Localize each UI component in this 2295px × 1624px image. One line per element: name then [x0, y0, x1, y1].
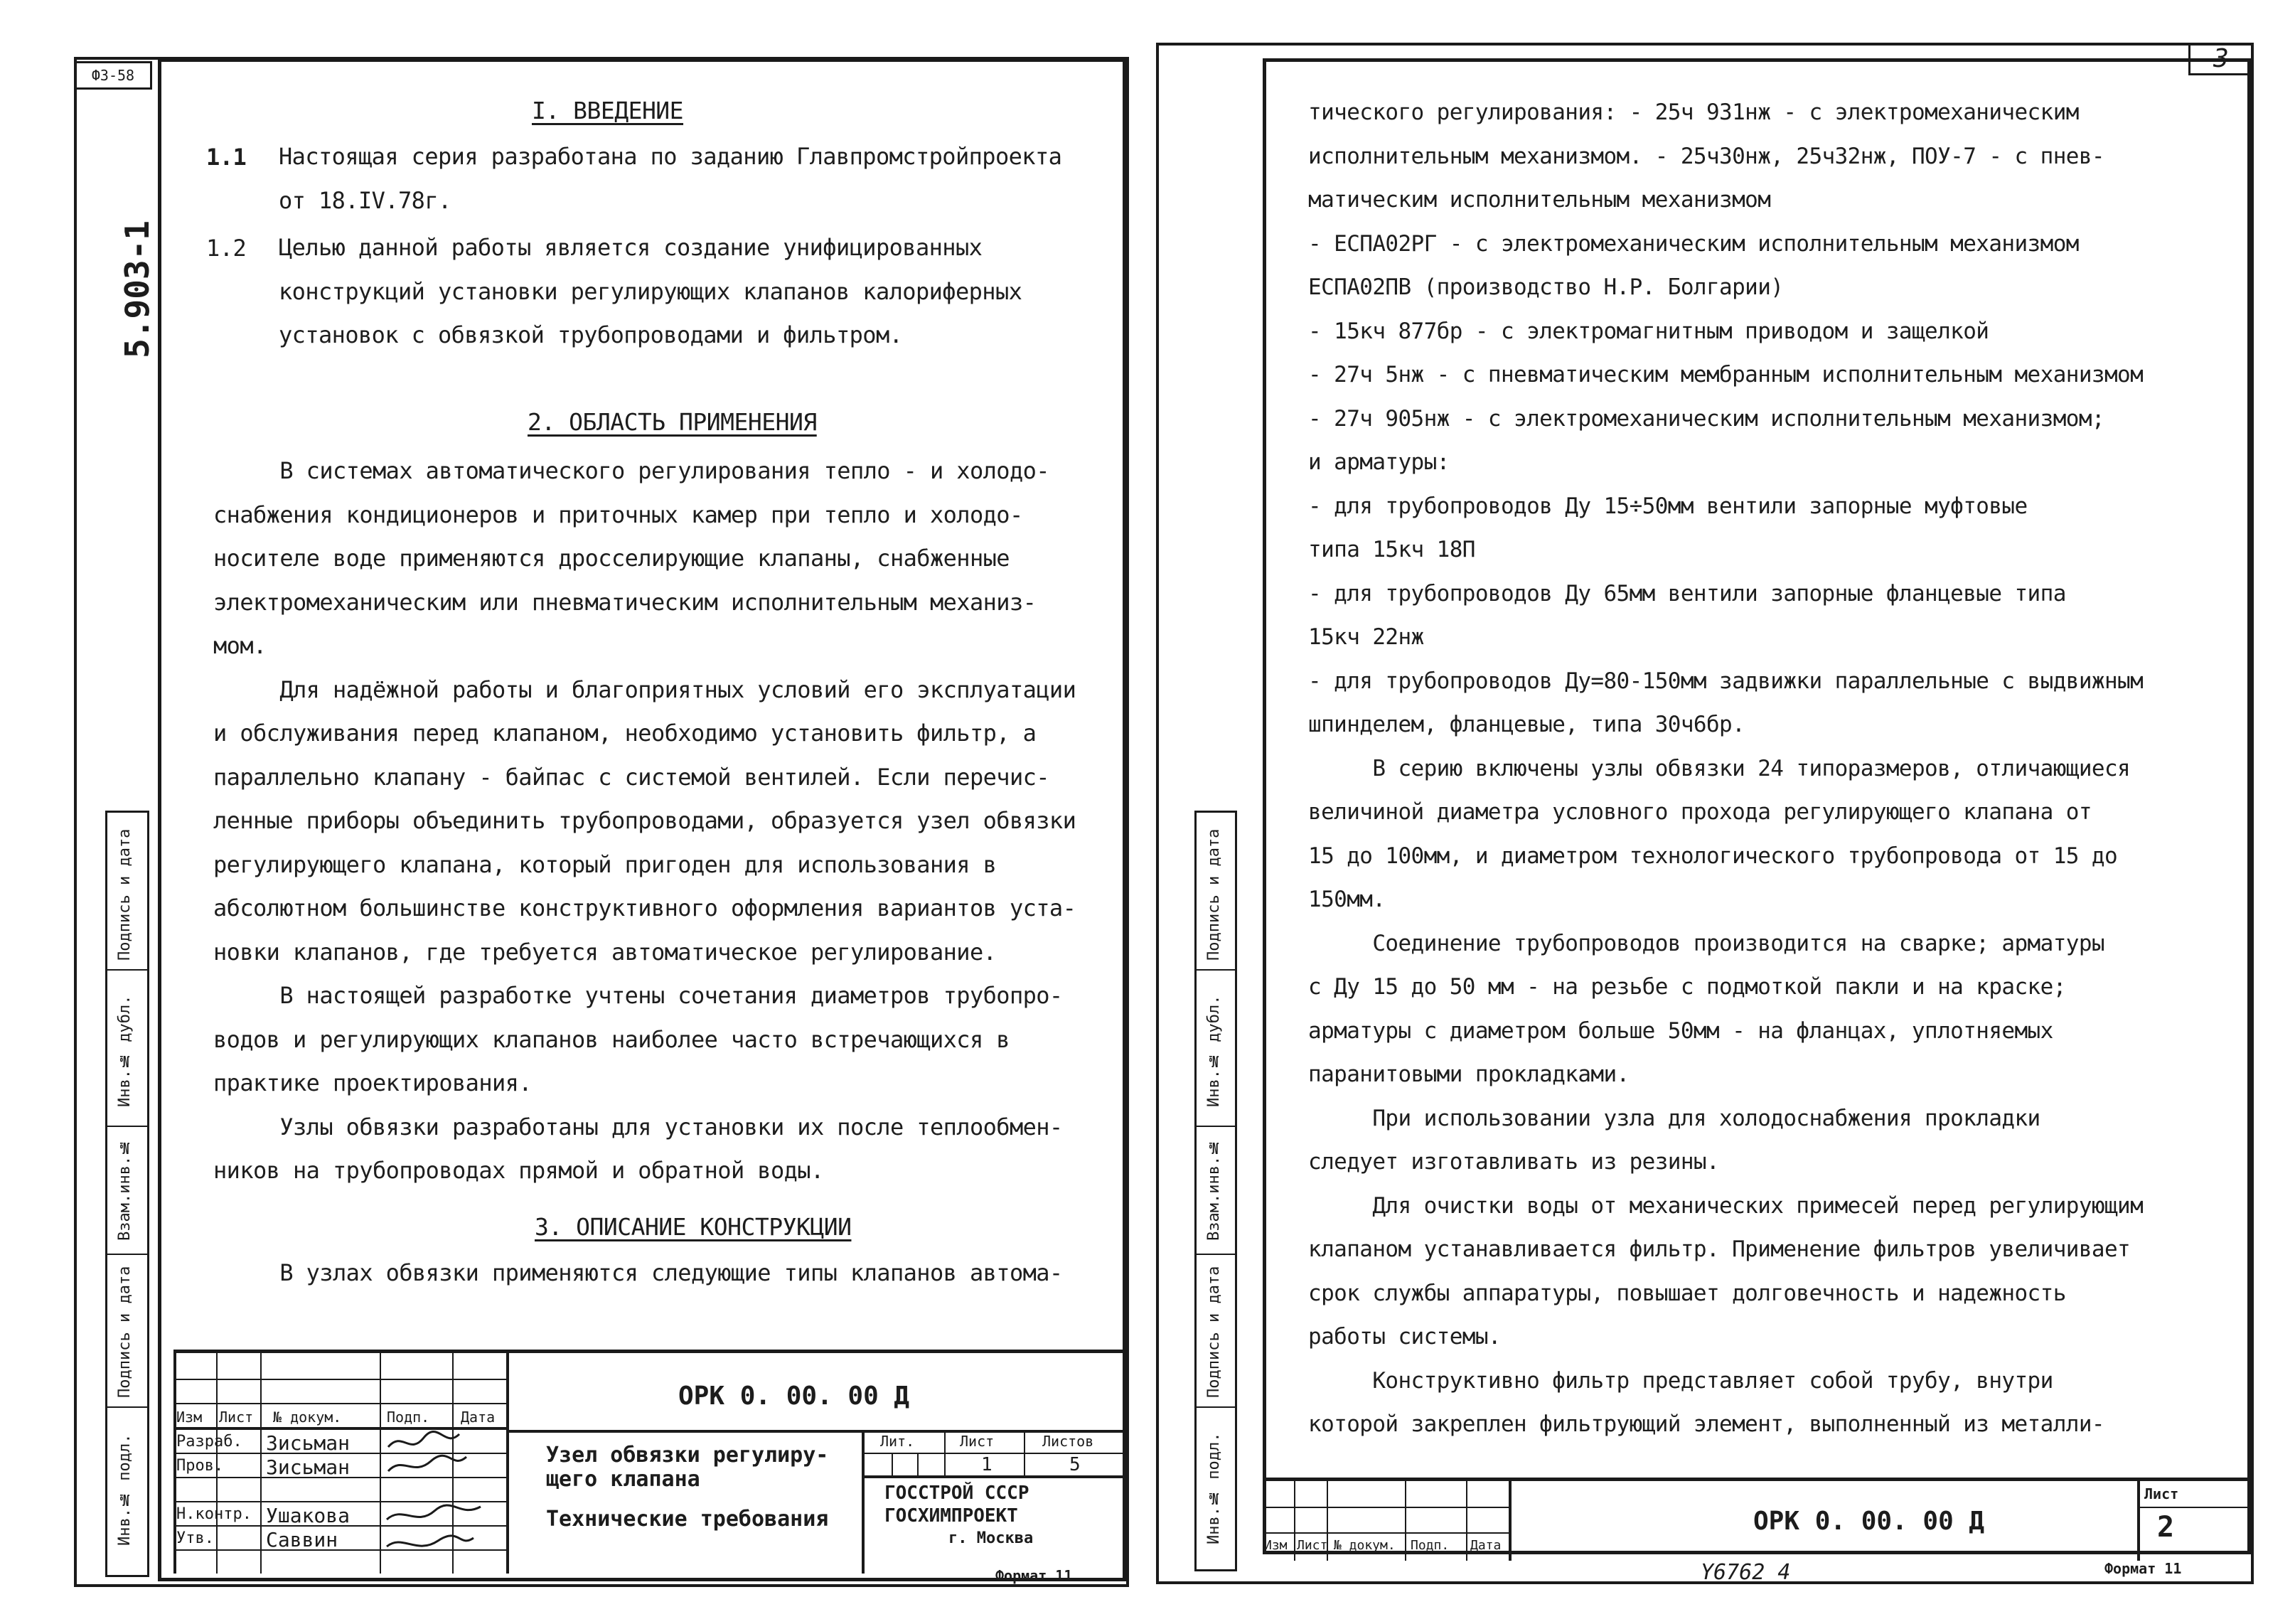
org-line-2: ГОСХИМПРОЕКТ	[884, 1505, 1018, 1527]
section-2-heading: 2. ОБЛАСТЬ ПРИМЕНЕНИЯ	[528, 408, 817, 436]
item-1-1-text: Настоящая серия разработана по заданию Главпромстройпроекта от 18.IV.78г.	[279, 143, 1062, 214]
item-1-2-text: Целью данной работы является создание унифицированных конструкций установки регулирующих клапанов калориферных установок с обвязкой трубопроводами и фильтром.	[279, 234, 1022, 348]
title-line-2: щего клапана	[546, 1467, 700, 1492]
construction-body: В узлах обвязки применяются следующие типы клапанов автома-	[213, 1259, 1063, 1286]
side-label-sign-date-1: Подпись и дата	[116, 828, 134, 961]
side-label-orig-inv: Инв.№ подл.	[116, 1433, 134, 1546]
right-sheet-label: Лист	[2144, 1485, 2179, 1502]
application-area-body: В системах автоматического регулирования тепло - и холодо- снабжения кондиционеров и приточных камер при тепло и холодо- носителе воде применяются дросселирующие клапаны, снабженные электромеханическим или пневматическим исполнительным механиз- мом. Для надёжной работы и благоприятных условий его эксплуатации и обслуживания перед клапаном, необходимо установить фильтр, а параллельно клапану - байпас с системой вентилей. Если перечис- ленные приборы объединить трубопроводами, образуется узел обвязки регулирующего клапана, который пригоден для использования в абсолютном большинстве конструктивного оформления вариантов уста- новки клапанов, где требуется автоматическое регулирование. В настоящей разработке учтены сочетания диаметров трубопро- водов и регулирующих клапанов наиболее часто встречающихся в практике проектирования. Узлы обвязки разработаны для установки их после теплообмен- ников на трубопроводах прямой и обратной воды.	[213, 457, 1076, 1184]
name-developer: Зисьман	[266, 1431, 351, 1455]
right-side-label-replace-inv: Взам.инв.№	[1205, 1138, 1223, 1241]
section-1-heading: I. ВВЕДЕНИЕ	[532, 97, 684, 124]
col-header-doc-no: № докум.	[273, 1409, 342, 1426]
left-format-label: Формат 11	[995, 1567, 1073, 1584]
side-label-replace-inv: Взам.инв.№	[116, 1138, 134, 1241]
org-line-3: г. Москва	[948, 1529, 1034, 1547]
left-top-tag: ФЗ-58	[74, 61, 152, 90]
col-header-sheet: Лист	[219, 1409, 254, 1426]
name-norm-control: Ушакова	[266, 1504, 351, 1527]
right-doc-code: ОРК 0. 00. 00 Д	[1753, 1507, 1985, 1536]
right-side-stamp-column	[1194, 811, 1237, 1571]
name-checker: Зисьман	[266, 1455, 351, 1479]
lit-header: Лит.	[880, 1433, 915, 1450]
right-side-label-orig-inv: Инв.№ подл.	[1205, 1432, 1223, 1544]
right-page-number: 3	[2188, 43, 2254, 75]
right-title-block	[1263, 1478, 2251, 1561]
right-side-label-sign-date-2: Подпись и дата	[1205, 1266, 1223, 1398]
org-line-1: ГОССТРОЙ СССР	[884, 1483, 1029, 1504]
item-1-1-number: 1.1	[206, 144, 247, 171]
sheet-header: Лист	[960, 1433, 995, 1450]
role-checker: Пров.	[176, 1457, 224, 1475]
left-title-block	[173, 1350, 1126, 1574]
side-label-dup-inv: Инв.№ дубл.	[116, 995, 134, 1107]
col-header-date: Дата	[461, 1409, 496, 1426]
left-doc-code: ОРК 0. 00. 00 Д	[678, 1382, 910, 1411]
left-side-stamp-column	[105, 811, 149, 1577]
right-format-label: Формат 11	[2104, 1560, 2182, 1577]
right-col-header-signature: Подп.	[1411, 1538, 1450, 1553]
right-col-header-sheet: Лист	[1297, 1538, 1328, 1553]
sheets-value: 5	[1069, 1454, 1081, 1475]
right-col-header-date: Дата	[1470, 1538, 1502, 1553]
side-label-sign-date-2: Подпись и дата	[116, 1266, 134, 1398]
right-col-header-change: Изм	[1264, 1538, 1288, 1553]
right-side-label-sign-date-1: Подпись и дата	[1205, 828, 1223, 961]
signatures-scribble	[381, 1427, 506, 1574]
col-header-change: Изм	[176, 1409, 203, 1426]
title-line-1: Узел обвязки регулиру-	[546, 1443, 829, 1468]
role-approver: Утв.	[176, 1529, 214, 1547]
sheets-header: Листов	[1042, 1433, 1094, 1450]
right-stamp-number: Y6762 4	[1701, 1560, 1791, 1585]
right-col-header-doc-no: № докум.	[1334, 1538, 1396, 1553]
right-side-label-dup-inv: Инв.№ дубл.	[1205, 995, 1223, 1107]
title-line-3: Технические требования	[546, 1507, 829, 1532]
right-body-text: тического регулирования: - 25ч 931нж - с электромеханическим исполнительным механизмом. - 25ч30нж, 25ч32нж, ПОУ-7 - с пнев- матическим исполнительным механизмом - ЕСПА02РГ - с электромеханическим исполнительным механизмом ЕСПА02ПВ (производство Н.Р. Болгарии) - 15кч 877бр - с электромагнитным приводом и защелкой - 27ч 5нж - с пневматическим мембранным исполнительным механизмом - 27ч 905нж - с электромеханическим исполнительным механизмом; и арматуры: - для трубопроводов Ду 15÷50мм вентили запорные муфтовые типа 15кч 18П - для трубопроводов Ду 65мм вентили запорные фланцевые типа 15кч 22нж - для трубопроводов Ду=80-150мм задвижки параллельные с выдвижным шпинделем, фланцевые, типа 30ч6бр. В серию включены узлы обвязки 24 типоразмеров, отличающиеся величиной диаметра условного прохода регулирующего клапана от 15 до 100мм, и диаметром технологического трубопровода от 15 до 150мм. Соединение трубопроводов производится на сварке; арматуры с Ду 15 до 50 мм - на резьбе с подмоткой пакли и на краске; арматуры с диаметром больше 50мм - на фланцах, уплотняемых паранитовыми прокладками. При использовании узла для холодоснабжения прокладки следует изготавливать из резины. Для очистки воды от механических примесей перед регулирующим клапаном устанавливается фильтр. Применение фильтров увеличивает срок службы аппаратуры, повышает долговечность и надежность работы системы. Конструктивно фильтр представляет собой трубу, внутри которой закреплен фильтрующий элемент, выполненный из металли-	[1308, 100, 2144, 1437]
col-header-signature: Подп.	[387, 1409, 430, 1426]
sheet-value: 1	[981, 1454, 993, 1475]
item-1-2-number: 1.2	[206, 235, 247, 262]
series-code: 5.903-1	[118, 220, 156, 358]
name-approver: Саввин	[266, 1528, 338, 1551]
role-norm-control: Н.контр.	[176, 1505, 252, 1523]
section-3-heading: 3. ОПИСАНИЕ КОНСТРУКЦИИ	[535, 1213, 852, 1241]
right-sheet-value: 2	[2157, 1511, 2175, 1544]
role-developer: Разраб.	[176, 1433, 242, 1451]
